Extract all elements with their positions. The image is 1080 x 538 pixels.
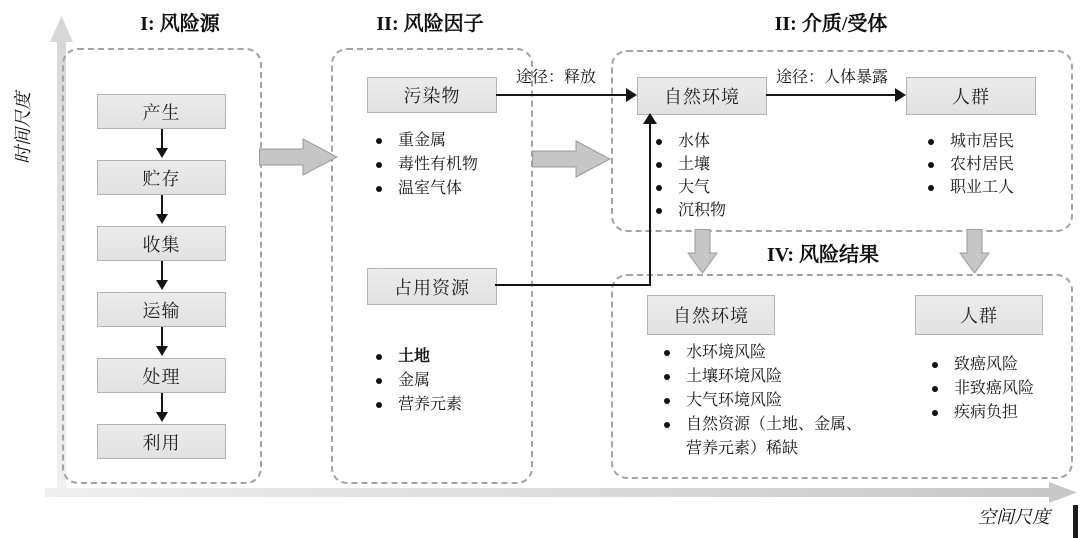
list-item: 职业工人	[926, 176, 1080, 199]
source-flow-steps	[97, 94, 226, 459]
process-box: 利用	[97, 424, 226, 459]
results-environment-box: 自然环境	[647, 295, 775, 335]
list-item: 水环境风险	[662, 341, 868, 365]
list-item: 城市居民	[926, 130, 1080, 153]
block-arrow-population-to-results-icon	[959, 229, 990, 274]
list-item: 营养元素	[374, 393, 524, 417]
media-environment-list	[654, 130, 794, 222]
block-arrow-factors-to-media-icon	[532, 140, 611, 178]
results-population-box: 人群	[915, 295, 1043, 335]
process-box: 收集	[97, 226, 226, 261]
process-box: 处理	[97, 358, 226, 393]
list-item: 水体	[654, 130, 794, 153]
block-arrow-source-to-factors-icon	[259, 138, 338, 176]
media-population-box: 人群	[906, 77, 1036, 115]
exposure-arrow-line	[766, 94, 895, 96]
media-environment-box: 自然环境	[637, 77, 767, 115]
section-results-title: IV: 风险结果	[766, 244, 880, 266]
block-arrow-environment-to-results-icon	[687, 229, 718, 274]
media-population-list	[926, 130, 1080, 199]
results-environment-list	[662, 341, 868, 461]
list-item: 自然资源（土地、金属、营养元素）稀缺	[662, 413, 868, 461]
time-axis-label: 时间尺度	[13, 92, 33, 164]
exposure-pathway-label: 途径：人体暴露	[776, 69, 889, 86]
section-factors-title: II: 风险因子	[376, 13, 484, 35]
list-item: 大气环境风险	[662, 389, 868, 413]
list-item: 沉积物	[654, 199, 794, 222]
space-axis-arrow-icon	[45, 481, 1077, 505]
list-item: 温室气体	[374, 177, 524, 201]
list-item: 非致癌风险	[930, 377, 1080, 401]
pollutant-list	[374, 129, 524, 201]
process-box: 贮存	[97, 160, 226, 195]
resource-connector-vertical	[649, 122, 651, 286]
list-item: 疾病负担	[930, 401, 1080, 425]
release-arrow-head-icon	[626, 88, 637, 102]
list-item: 大气	[654, 176, 794, 199]
process-box: 运输	[97, 292, 226, 327]
list-item: 土壤环境风险	[662, 365, 868, 389]
process-box: 产生	[97, 94, 226, 129]
list-item: 致癌风险	[930, 353, 1080, 377]
exposure-arrow-head-icon	[895, 88, 906, 102]
space-axis-label: 空间尺度	[978, 507, 1050, 527]
list-item: 农村居民	[926, 153, 1080, 176]
list-item: 土地	[374, 345, 524, 369]
release-arrow-line	[496, 94, 626, 96]
section-source-title: I: 风险源	[140, 13, 220, 35]
list-item: 金属	[374, 369, 524, 393]
resource-connector-head-icon	[643, 113, 657, 124]
resource-list	[374, 345, 524, 417]
section-media-title: II: 介质/受体	[774, 13, 888, 35]
pollutant-box: 污染物	[367, 77, 497, 113]
resource-connector-horizontal	[495, 284, 651, 286]
list-item: 毒性有机物	[374, 153, 524, 177]
release-pathway-label: 途径：释放	[516, 69, 597, 86]
list-item: 重金属	[374, 129, 524, 153]
resource-box: 占用资源	[367, 268, 497, 305]
screen-edge-artifact	[1073, 505, 1078, 538]
list-item: 土壤	[654, 153, 794, 176]
results-population-list	[930, 353, 1080, 425]
section-factors-frame	[331, 48, 533, 484]
